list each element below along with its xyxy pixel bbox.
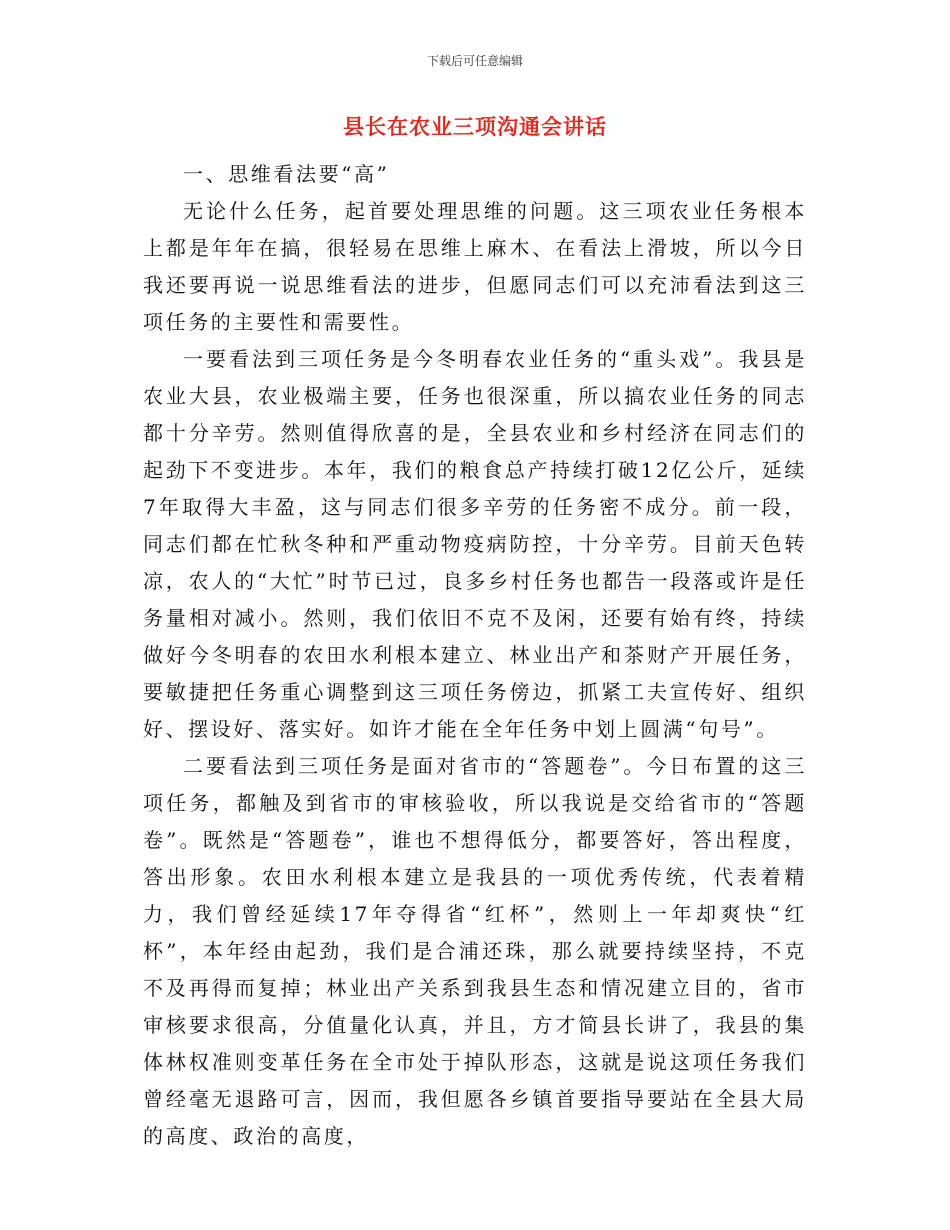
section-heading: 一、思维看法要“高” [183, 162, 390, 186]
page-header: 下载后可任意编辑 [426, 54, 523, 68]
document-title: 县长在农业三项沟通会讲话 [343, 114, 607, 139]
paragraph: 无论什么任务，起首要处理思维的问题。这三项农业任务根本上都是年年在搞，很轻易在思维上麻木、在看法上滑坡，所以今日我还要再说一说思维看法的进步，但愿同志们可以充沛看法到这三项任务的主要性和需要性。 [143, 199, 807, 334]
paragraph: 二要看法到三项任务是面对省市的“答题卷”。今日布置的这三项任务，都触及到省市的审核验收，所以我说是交给省市的“答题卷”。既然是“答题卷”，谁也不想得低分，都要答好，答出程度，答出形象。农田水利根本建立是我县的一项优秀传统，代表着精力，我们曾经延续17年夺得省“红杯”，然则上一年却爽快“红杯”，本年经由起劲，我们是合浦还珠，那么就要持续坚持，不克不及再得而复掉；林业出产关系到我县生态和情况建立目的，省市审核要求很高，分值量化认真，并且，方才简县长讲了，我县的集体林权准则变革任务在全市处于掉队形态，这就是说这项任务我们曾经毫无退路可言，因而，我但愿各乡镇首要指导要站在全县大局的高度、政治的高度， [143, 754, 807, 1148]
document-body [143, 156, 807, 1155]
paragraph: 一要看法到三项任务是今冬明春农业任务的“重头戏”。我县是农业大县，农业极端主要，任务也很深重，所以搞农业任务的同志都十分辛劳。然则值得欣喜的是，全县农业和乡村经济在同志们的起劲下不变进步。本年，我们的粮食总产持续打破12亿公斤，延续7年取得大丰盈，这与同志们很多辛劳的任务密不成分。前一段，同志们都在忙秋冬种和严重动物疫病防控，十分辛劳。目前天色转凉，农人的“大忙”时节已过，良多乡村任务也都告一段落或许是任务量相对减小。然则，我们依旧不克不及闲，还要有始有终，持续做好今冬明春的农田水利根本建立、林业出产和茶财产开展任务，要敏捷把任务重心调整到这三项任务傍边，抓紧工夫宣传好、组织好、摆设好、落实好。如许才能在全年任务中划上圆满“句号”。 [143, 347, 807, 741]
